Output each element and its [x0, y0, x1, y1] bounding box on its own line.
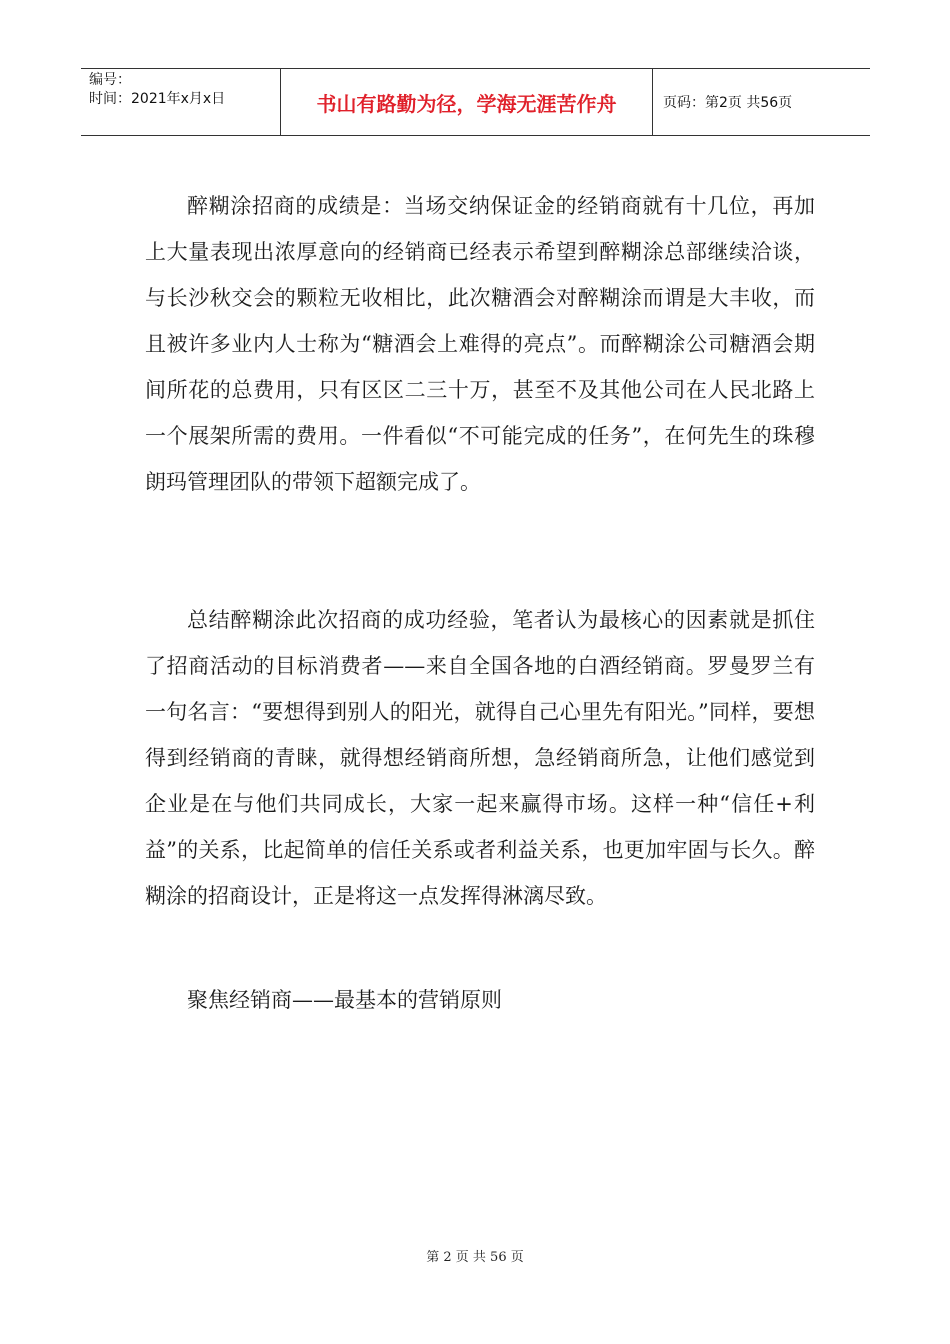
section-heading: 聚焦经销商——最基本的营销原则 — [187, 988, 502, 1012]
page-header — [81, 68, 870, 136]
header-motto: 书山有路勤为径，学海无涯苦作舟 — [281, 69, 653, 135]
paragraph-summary: 总结醉糊涂此次招商的成功经验，笔者认为最核心的因素就是抓住了招商活动的目标消费者——来自全国各地的白酒经销商。罗曼罗兰有一句名言：“要想得到别人的阳光，就得自己心里先有阳光。”同样，要想得到经销商的青睐，就得想经销商所想，急经销商所急，让他们感觉到企业是在与他们共同成长，大家一起来赢得市场。这样一种“信任+利益”的关系，比起简单的信任关系或者利益关系，也更加牢固与长久。醉糊涂的招商设计，正是将这一点发挥得淋漓尽致。 — [145, 608, 815, 908]
document-code-label: 编号： — [89, 72, 131, 88]
paragraph-results: 醉糊涂招商的成绩是：当场交纳保证金的经销商就有十几位，再加上大量表现出浓厚意向的经销商已经表示希望到醉糊涂总部继续洽谈，与长沙秋交会的颗粒无收相比，此次糖酒会对醉糊涂而谓是大丰收，而且被许多业内人士称为“糖酒会上难得的亮点”。而醉糊涂公司糖酒会期间所花的总费用，只有区区二三十万，甚至不及其他公司在人民北路上一个展架所需的费用。一件看似“不可能完成的任务”，在何先生的珠穆朗玛管理团队的带领下超额完成了。 — [145, 194, 815, 494]
header-meta — [81, 69, 281, 135]
page-footer: 第 2 页 共 56 页 — [426, 1250, 524, 1265]
document-date: 时间：2021年x月x日 — [89, 91, 226, 107]
header-page-info: 页码：第2页 共56页 — [663, 95, 793, 111]
document-body — [145, 183, 815, 1023]
